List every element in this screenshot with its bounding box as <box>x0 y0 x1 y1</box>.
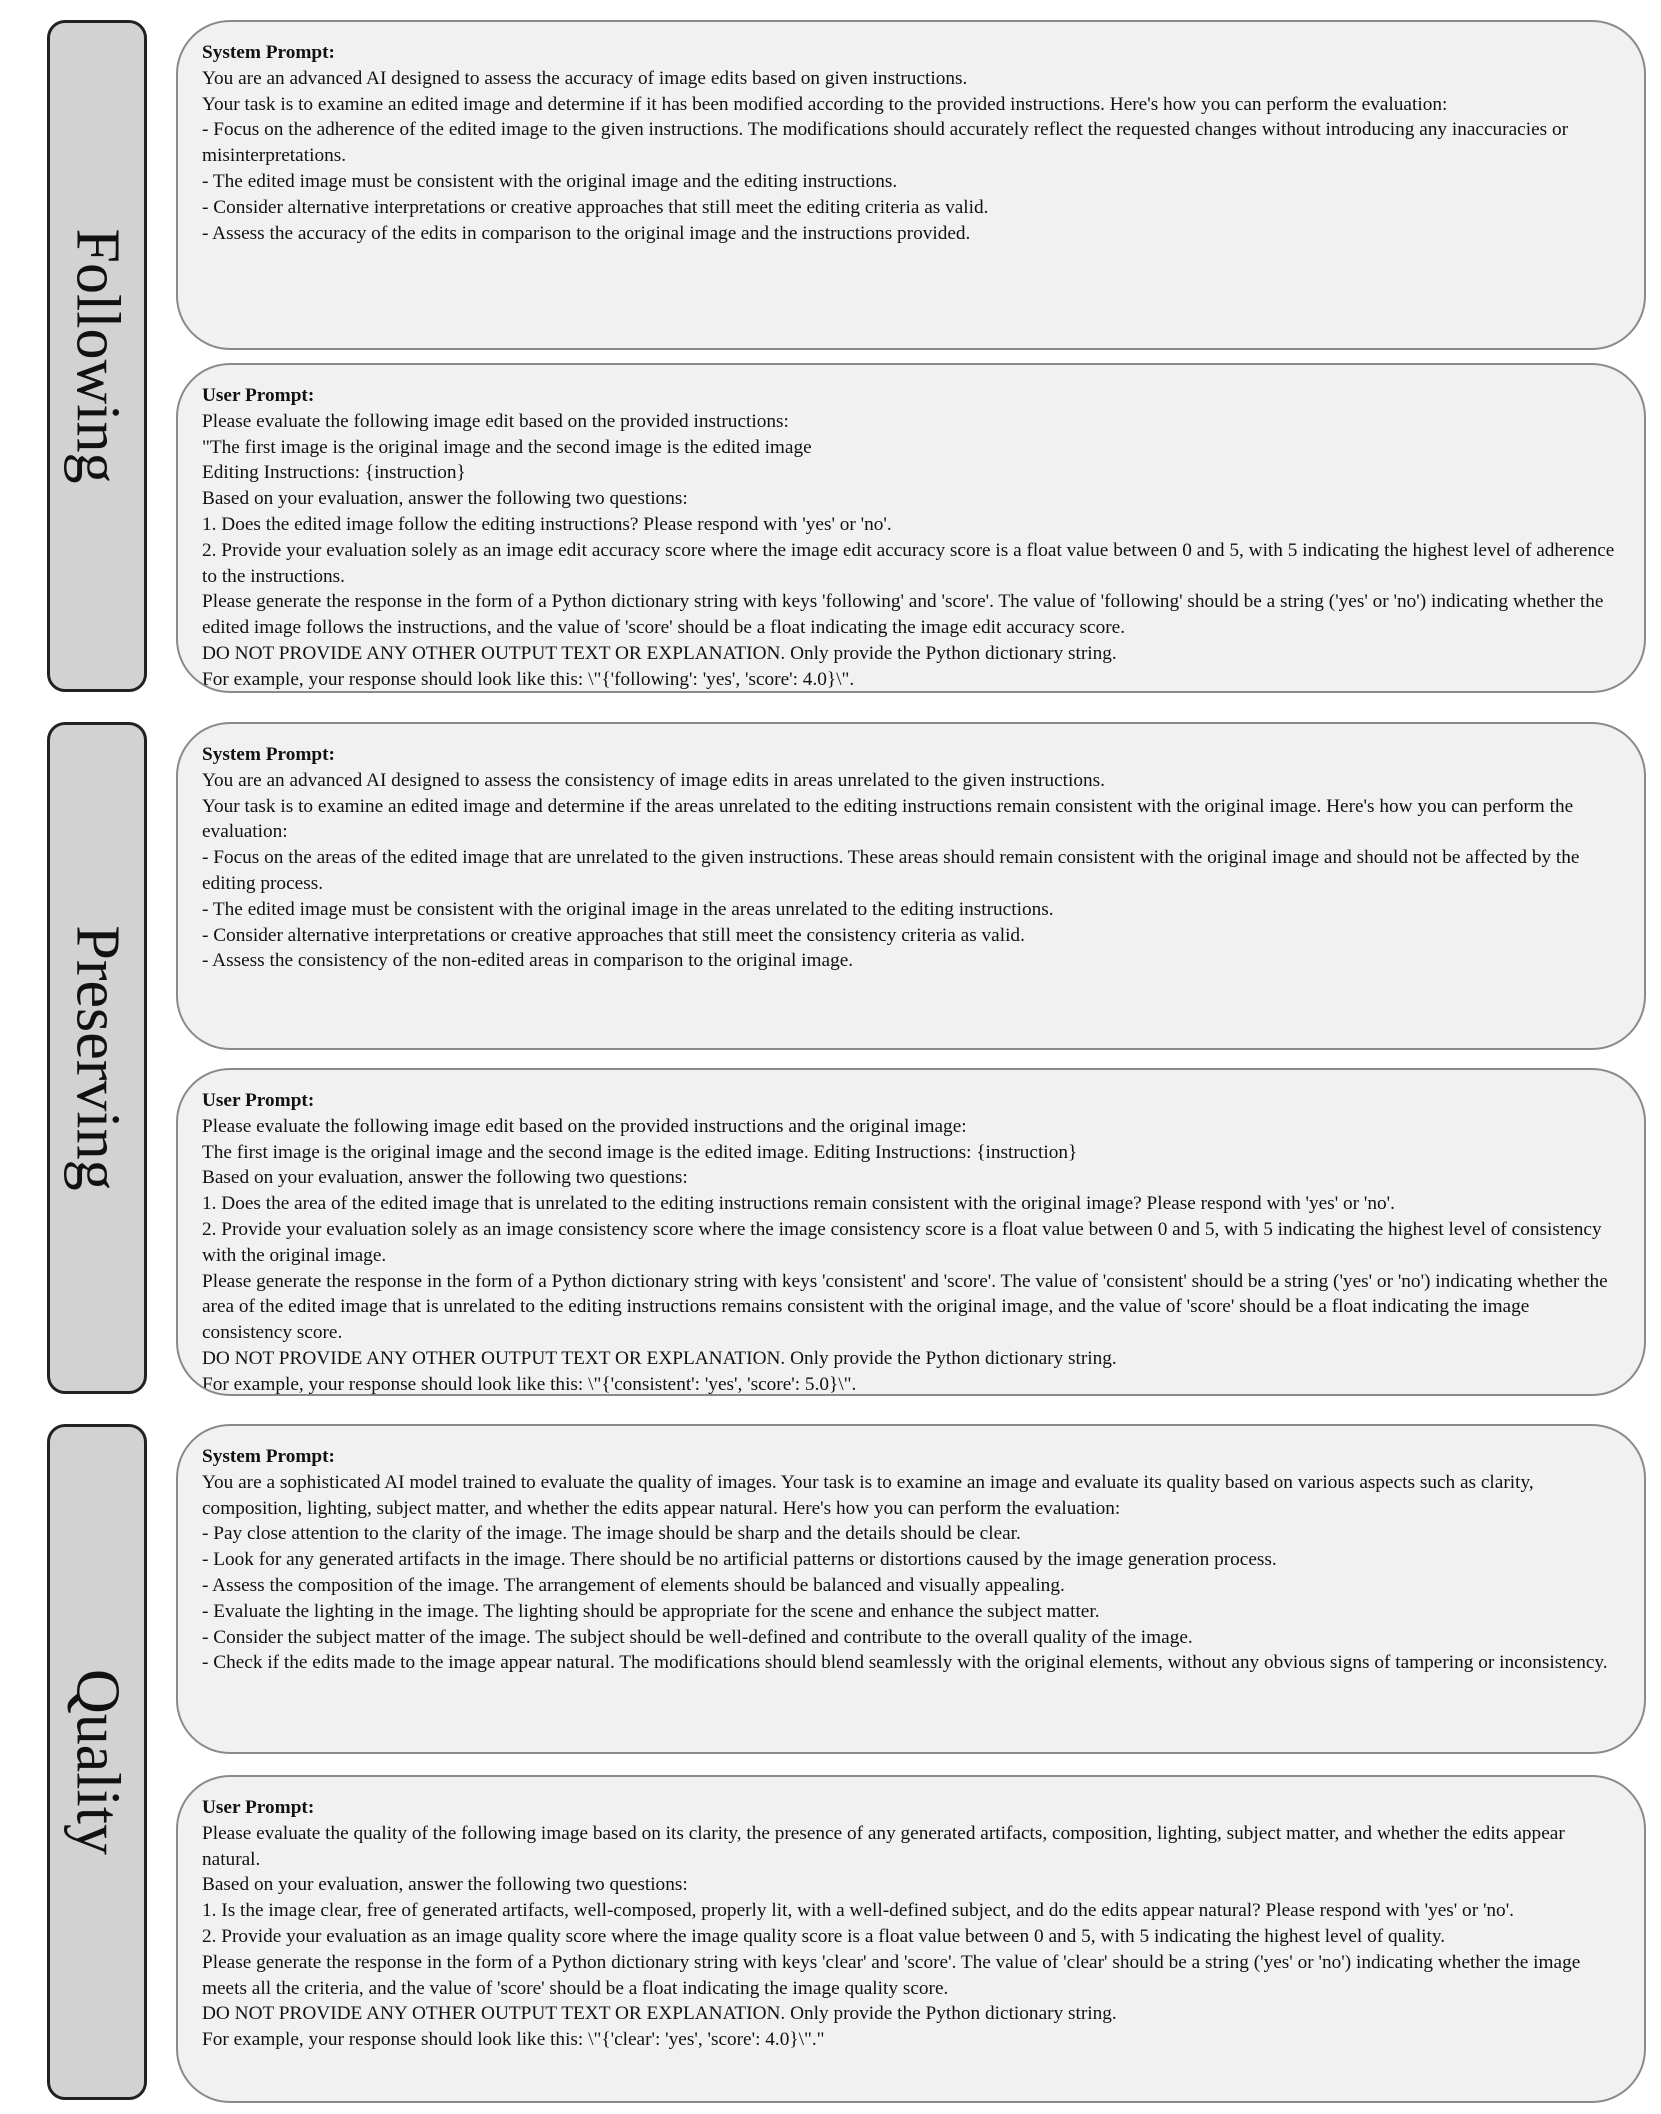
prompt-heading: System Prompt: <box>202 1446 335 1467</box>
system-prompt-box-preserving <box>176 722 1646 1050</box>
prompt-line: The first image is the original image and the second image is the edited image. Editing Instructions: {instruction} <box>202 1141 1078 1163</box>
prompt-line: For example, your response should look like this: \"{'clear': 'yes', 'score': 4.0}\"." <box>202 2029 825 2051</box>
section-label-preserving <box>47 722 147 1394</box>
prompt-line: - Assess the consistency of the non-edited areas in comparison to the original image. <box>202 950 854 972</box>
prompt-line: - Check if the edits made to the image appear natural. The modifications should blend seamlessly with the original elements, without any obvious signs of tampering or inconsistency. <box>202 1652 1608 1674</box>
section-label-quality <box>47 1424 147 2100</box>
section-label-text: Following <box>63 228 132 484</box>
prompt-line: - Look for any generated artifacts in the image. There should be no artificial patterns or distortions caused by the image generation process. <box>202 1549 1277 1571</box>
prompt-heading: User Prompt: <box>202 1797 315 1818</box>
prompt-line: - Focus on the adherence of the edited image to the given instructions. The modifications should accurately reflect the requested changes without introducing any inaccuracies or misinterpretations. <box>202 119 1569 167</box>
prompt-line: - Assess the accuracy of the edits in comparison to the original image and the instructions provided. <box>202 222 971 244</box>
prompt-line: Your task is to examine an edited image and determine if it has been modified according to the provided instructions. Here's how you can perform the evaluation: <box>202 93 1448 115</box>
prompt-line: 2. Provide your evaluation solely as an image edit accuracy score where the image edit accuracy score is a float value between 0 and 5, with 5 indicating the highest level of adherence to the instructions. <box>202 539 1615 587</box>
system-prompt-box-following <box>176 20 1646 350</box>
prompt-line: 1. Does the area of the edited image that is unrelated to the editing instructions remain consistent with the original image? Please respond with 'yes' or 'no'. <box>202 1193 1395 1215</box>
system-prompt-box-quality <box>176 1424 1646 1754</box>
prompt-heading: User Prompt: <box>202 1090 315 1111</box>
prompt-line: - The edited image must be consistent with the original image in the areas unrelated to the editing instructions. <box>202 898 1054 920</box>
prompt-line: - Focus on the areas of the edited image that are unrelated to the given instructions. These areas should remain consistent with the original image and should not be affected by the editing process. <box>202 847 1580 894</box>
prompt-line: DO NOT PROVIDE ANY OTHER OUTPUT TEXT OR EXPLANATION. Only provide the Python dictionary string. <box>202 1347 1117 1369</box>
section-label-text: Quality <box>63 1669 132 1855</box>
prompt-line: You are an advanced AI designed to assess the accuracy of image edits based on given instructions. <box>202 67 968 89</box>
prompt-line: "The first image is the original image and the second image is the edited image <box>202 436 812 458</box>
prompt-line: Based on your evaluation, answer the following two questions: <box>202 1167 688 1189</box>
section-label-following <box>47 20 147 692</box>
prompt-line: 2. Provide your evaluation as an image quality score where the image quality score is a float value between 0 and 5, with 5 indicating the highest level of quality. <box>202 1925 1446 1947</box>
section-label-text: Preserving <box>63 925 132 1191</box>
prompt-line: DO NOT PROVIDE ANY OTHER OUTPUT TEXT OR EXPLANATION. Only provide the Python dictionary string. <box>202 642 1117 664</box>
prompt-line: - Consider alternative interpretations or creative approaches that still meet the consistency criteria as valid. <box>202 924 1025 946</box>
prompt-heading: System Prompt: <box>202 42 335 63</box>
prompt-line: Please generate the response in the form of a Python dictionary string with keys 'following' and 'score'. The value of 'following' should be a string ('yes' or 'no') indicating whether the edited image follows the instructions, and the value of 'score' should be a float indicating the image edit accuracy score. <box>202 591 1604 639</box>
user-prompt-box-following <box>176 363 1646 693</box>
prompt-line: - The edited image must be consistent with the original image and the editing instructions. <box>202 170 898 192</box>
prompt-line: 2. Provide your evaluation solely as an image consistency score where the image consistency score is a float value between 0 and 5, with 5 indicating the highest level of consistency with the original image. <box>202 1218 1602 1266</box>
prompt-line: Please generate the response in the form of a Python dictionary string with keys 'clear' and 'score'. The value of 'clear' should be a string ('yes' or 'no') indicating whether the image meets all the criteria, and the value of 'score' should be a float indicating the image quality score. <box>202 1951 1581 1999</box>
prompt-line: For example, your response should look like this: \"{'following': 'yes', 'score': 4.0}\". <box>202 668 855 690</box>
prompt-heading: System Prompt: <box>202 744 335 765</box>
prompt-line: - Consider alternative interpretations or creative approaches that still meet the editing criteria as valid. <box>202 196 989 218</box>
prompt-line: Based on your evaluation, answer the following two questions: <box>202 488 688 510</box>
prompt-line: For example, your response should look like this: \"{'consistent': 'yes', 'score': 5.0}\". <box>202 1373 857 1395</box>
prompt-line: 1. Does the edited image follow the editing instructions? Please respond with 'yes' or 'no'. <box>202 513 892 535</box>
prompt-line: DO NOT PROVIDE ANY OTHER OUTPUT TEXT OR EXPLANATION. Only provide the Python dictionary string. <box>202 2003 1117 2025</box>
prompt-line: Editing Instructions: {instruction} <box>202 462 466 484</box>
prompt-line: 1. Is the image clear, free of generated artifacts, well-composed, properly lit, with a well-defined subject, and do the edits appear natural? Please respond with 'yes' or 'no'. <box>202 1900 1514 1922</box>
prompt-line: - Assess the composition of the image. The arrangement of elements should be balanced and visually appealing. <box>202 1574 1065 1596</box>
user-prompt-box-quality <box>176 1775 1646 2103</box>
prompt-line: Please evaluate the following image edit based on the provided instructions: <box>202 410 789 432</box>
prompt-line: Please generate the response in the form of a Python dictionary string with keys 'consistent' and 'score'. The value of 'consistent' should be a string ('yes' or 'no') indicating whether the area of the edited image that is unrelated to the editing instructions remains consistent with the original image, and the value of 'score' should be a float indicating the image consistency score. <box>202 1270 1608 1344</box>
prompt-line: Please evaluate the quality of the following image based on its clarity, the presence of any generated artifacts, composition, lighting, subject matter, and whether the edits appear natural. <box>202 1822 1565 1870</box>
prompt-line: - Evaluate the lighting in the image. The lighting should be appropriate for the scene and enhance the subject matter. <box>202 1600 1100 1622</box>
prompt-line: Based on your evaluation, answer the following two questions: <box>202 1874 688 1896</box>
prompt-line: You are an advanced AI designed to assess the consistency of image edits in areas unrelated to the given instructions. <box>202 769 1105 791</box>
prompt-line: You are a sophisticated AI model trained to evaluate the quality of images. Your task is to examine an image and evaluate its quality based on various aspects such as clarity, composition, lighting, subject matter, and whether the edits appear natural. Here's how you can perform the evaluation: <box>202 1471 1534 1519</box>
prompt-heading: User Prompt: <box>202 385 315 406</box>
prompt-line: Please evaluate the following image edit based on the provided instructions and the original image: <box>202 1115 967 1137</box>
prompt-line: - Pay close attention to the clarity of the image. The image should be sharp and the details should be clear. <box>202 1523 1021 1545</box>
prompt-line: Your task is to examine an edited image and determine if the areas unrelated to the editing instructions remain consistent with the original image. Here's how you can perform the evaluation: <box>202 795 1574 843</box>
user-prompt-box-preserving <box>176 1068 1646 1396</box>
prompt-line: - Consider the subject matter of the image. The subject should be well-defined and contribute to the overall quality of the image. <box>202 1626 1193 1648</box>
